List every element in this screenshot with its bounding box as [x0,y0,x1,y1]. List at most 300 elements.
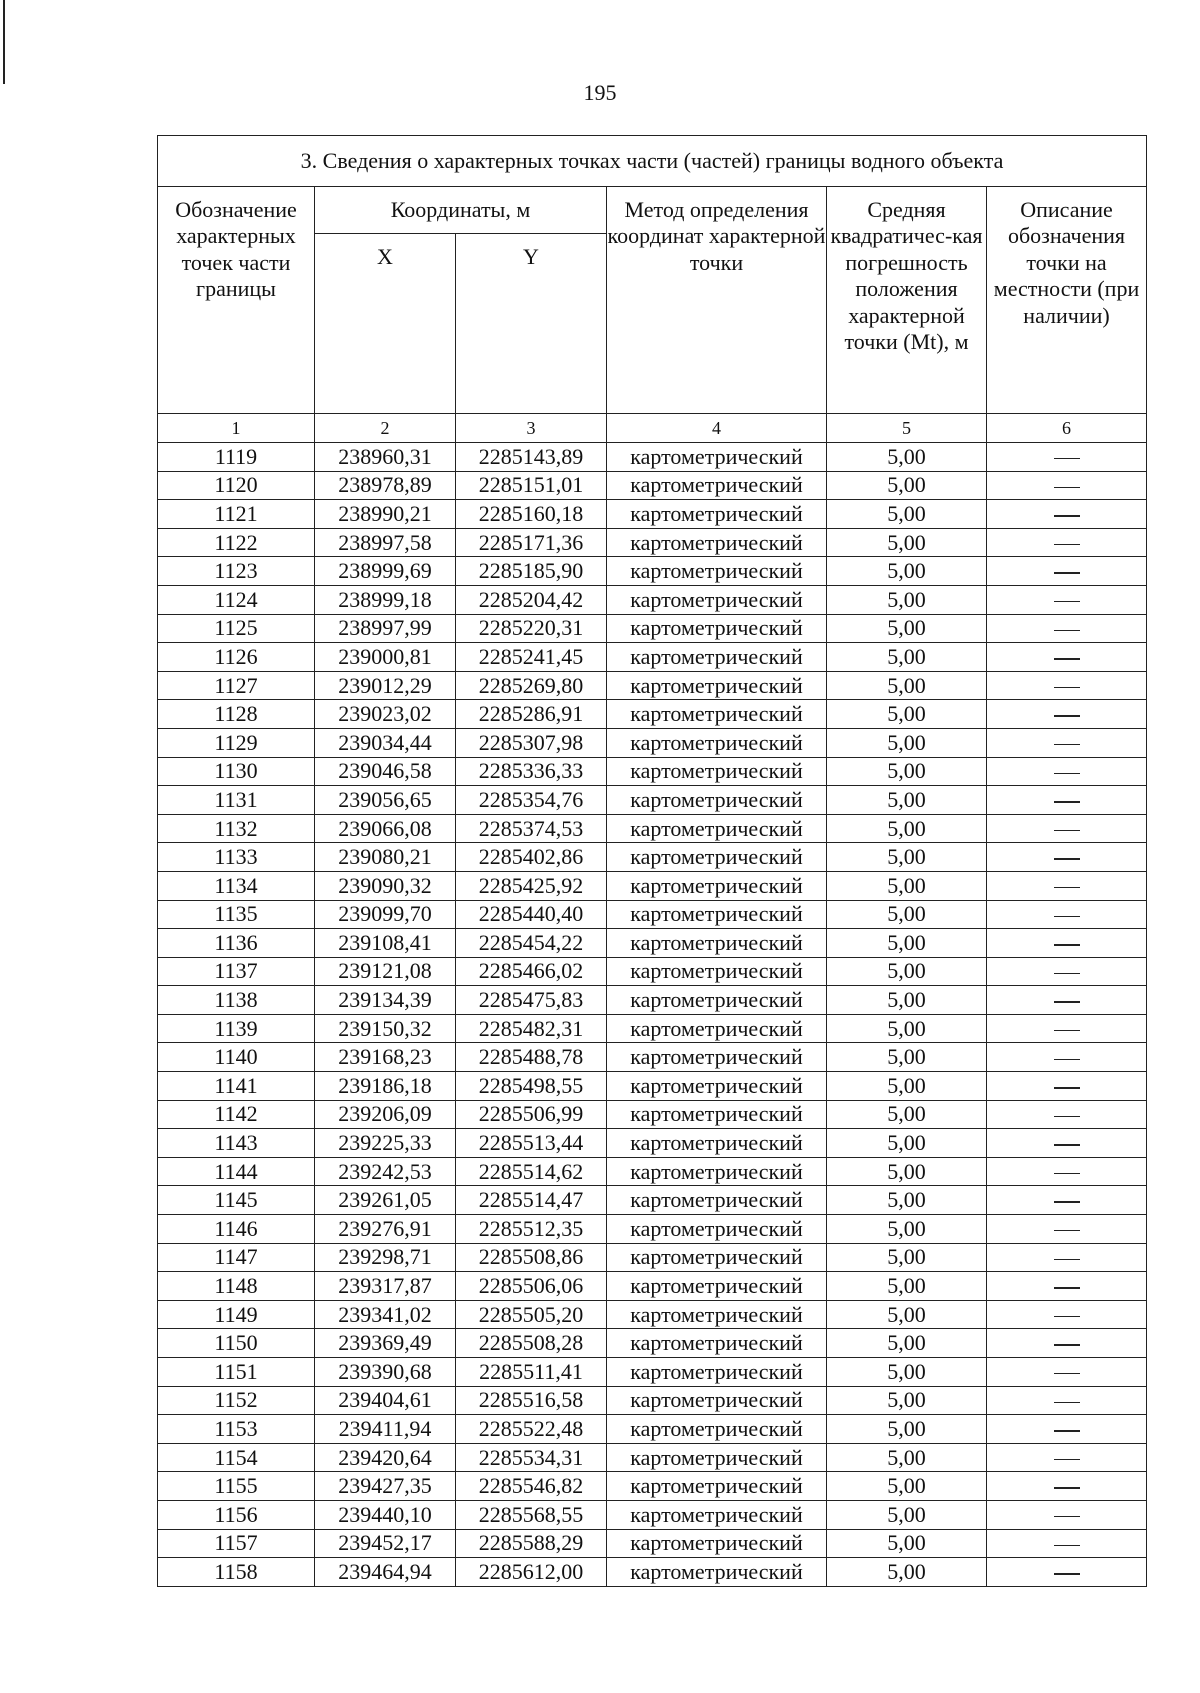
point-id-cell: 1124 [158,585,315,614]
y-coordinate-cell: 2285506,99 [456,1100,607,1129]
x-coordinate-cell: 239000,81 [315,643,456,672]
method-cell: картометрический [607,728,827,757]
y-coordinate-cell: 2285440,40 [456,900,607,929]
description-dash [1054,601,1080,602]
x-coordinate-cell: 239225,33 [315,1129,456,1158]
table-row [158,1014,1147,1043]
table-row [158,1300,1147,1329]
table-row [158,1472,1147,1501]
point-id-cell: 1154 [158,1443,315,1472]
description-dash [1054,1230,1080,1231]
y-coordinate-cell: 2285482,31 [456,1014,607,1043]
x-coordinate-cell: 239276,91 [315,1215,456,1244]
method-cell: картометрический [607,1500,827,1529]
table-row [158,786,1147,815]
method-cell: картометрический [607,700,827,729]
point-id-cell: 1128 [158,700,315,729]
column-number: 3 [456,414,607,443]
error-cell: 5,00 [827,528,987,557]
error-cell: 5,00 [827,471,987,500]
x-coordinate-cell: 239046,58 [315,757,456,786]
description-cell [987,585,1147,614]
point-id-cell: 1122 [158,528,315,557]
description-dash [1054,916,1080,917]
error-cell: 5,00 [827,786,987,815]
table-row [158,1529,1147,1558]
description-dash [1054,944,1080,945]
table-row [158,443,1147,472]
x-coordinate-cell: 239242,53 [315,1157,456,1186]
table-title: 3. Сведения о характерных точках части (частей) границы водного объекта [158,136,1147,187]
error-cell: 5,00 [827,700,987,729]
error-cell: 5,00 [827,1500,987,1529]
column-number: 5 [827,414,987,443]
error-cell: 5,00 [827,1358,987,1387]
header-coordinates: Координаты, м [315,187,607,234]
y-coordinate-cell: 2285185,90 [456,557,607,586]
method-cell: картометрический [607,1243,827,1272]
x-coordinate-cell: 239012,29 [315,671,456,700]
x-coordinate-cell: 239150,32 [315,1014,456,1043]
point-id-cell: 1125 [158,614,315,643]
y-coordinate-cell: 2285488,78 [456,1043,607,1072]
header-designation: Обозначение характерных точек части границы [158,187,315,414]
table-row [158,1358,1147,1387]
x-coordinate-cell: 239121,08 [315,957,456,986]
point-id-cell: 1133 [158,843,315,872]
column-number: 4 [607,414,827,443]
table-row [158,1100,1147,1129]
description-cell [987,1215,1147,1244]
table-row [158,1186,1147,1215]
description-dash [1054,973,1080,974]
x-coordinate-cell: 239023,02 [315,700,456,729]
x-coordinate-cell: 239390,68 [315,1358,456,1387]
y-coordinate-cell: 2285513,44 [456,1129,607,1158]
description-dash [1054,1059,1080,1060]
description-cell [987,1243,1147,1272]
error-cell: 5,00 [827,814,987,843]
x-coordinate-cell: 239420,64 [315,1443,456,1472]
x-coordinate-cell: 239206,09 [315,1100,456,1129]
description-cell [987,1358,1147,1387]
description-cell [987,471,1147,500]
method-cell: картометрический [607,1100,827,1129]
error-cell: 5,00 [827,1300,987,1329]
description-dash [1054,487,1080,488]
description-dash [1054,1402,1080,1403]
x-coordinate-cell: 239411,94 [315,1415,456,1444]
y-coordinate-cell: 2285506,06 [456,1272,607,1301]
point-id-cell: 1158 [158,1558,315,1587]
description-dash [1054,515,1080,516]
x-coordinate-cell: 238997,58 [315,528,456,557]
error-cell: 5,00 [827,1014,987,1043]
description-dash [1054,1087,1080,1088]
error-cell: 5,00 [827,871,987,900]
point-id-cell: 1149 [158,1300,315,1329]
header-error: Средняя квадратичес-кая погрешность положения характерной точки (Mt), м [827,187,987,414]
description-cell [987,528,1147,557]
method-cell: картометрический [607,843,827,872]
description-cell [987,1472,1147,1501]
description-cell [987,1043,1147,1072]
description-cell [987,1186,1147,1215]
error-cell: 5,00 [827,1386,987,1415]
y-coordinate-cell: 2285374,53 [456,814,607,843]
table-row [158,1272,1147,1301]
point-id-cell: 1152 [158,1386,315,1415]
table-row [158,1043,1147,1072]
y-coordinate-cell: 2285160,18 [456,500,607,529]
table-row [158,957,1147,986]
description-cell [987,671,1147,700]
method-cell: картометрический [607,957,827,986]
error-cell: 5,00 [827,757,987,786]
point-id-cell: 1148 [158,1272,315,1301]
method-cell: картометрический [607,557,827,586]
method-cell: картометрический [607,671,827,700]
table-row [158,1129,1147,1158]
point-id-cell: 1130 [158,757,315,786]
description-cell [987,557,1147,586]
error-cell: 5,00 [827,1215,987,1244]
description-cell [987,843,1147,872]
description-cell [987,1386,1147,1415]
description-cell [987,957,1147,986]
point-id-cell: 1136 [158,929,315,958]
point-id-cell: 1151 [158,1358,315,1387]
description-dash [1054,1373,1080,1374]
y-coordinate-cell: 2285511,41 [456,1358,607,1387]
y-coordinate-cell: 2285454,22 [456,929,607,958]
x-coordinate-cell: 239452,17 [315,1529,456,1558]
description-cell [987,1100,1147,1129]
y-coordinate-cell: 2285220,31 [456,614,607,643]
point-id-cell: 1120 [158,471,315,500]
point-id-cell: 1139 [158,1014,315,1043]
method-cell: картометрический [607,1358,827,1387]
error-cell: 5,00 [827,728,987,757]
x-coordinate-cell: 239298,71 [315,1243,456,1272]
y-coordinate-cell: 2285307,98 [456,728,607,757]
description-cell [987,986,1147,1015]
x-coordinate-cell: 239066,08 [315,814,456,843]
method-cell: картометрический [607,814,827,843]
x-coordinate-cell: 238990,21 [315,500,456,529]
column-number: 2 [315,414,456,443]
error-cell: 5,00 [827,614,987,643]
y-coordinate-cell: 2285425,92 [456,871,607,900]
error-cell: 5,00 [827,671,987,700]
table-row [158,900,1147,929]
method-cell: картометрический [607,1072,827,1101]
x-coordinate-cell: 239108,41 [315,929,456,958]
point-id-cell: 1140 [158,1043,315,1072]
table-row [158,1215,1147,1244]
description-dash [1054,1344,1080,1345]
error-cell: 5,00 [827,1329,987,1358]
method-cell: картометрический [607,1329,827,1358]
error-cell: 5,00 [827,1043,987,1072]
point-id-cell: 1141 [158,1072,315,1101]
error-cell: 5,00 [827,1443,987,1472]
y-coordinate-cell: 2285143,89 [456,443,607,472]
left-margin-rule [3,0,5,84]
point-id-cell: 1126 [158,643,315,672]
method-cell: картометрический [607,1272,827,1301]
y-coordinate-cell: 2285336,33 [456,757,607,786]
description-cell [987,500,1147,529]
error-cell: 5,00 [827,1558,987,1587]
point-id-cell: 1150 [158,1329,315,1358]
table-row [158,871,1147,900]
description-dash [1054,1259,1080,1260]
description-dash [1054,1573,1080,1574]
description-dash [1054,1201,1080,1202]
description-dash [1054,773,1080,774]
method-cell: картометрический [607,1415,827,1444]
x-coordinate-cell: 239427,35 [315,1472,456,1501]
y-coordinate-cell: 2285151,01 [456,471,607,500]
y-coordinate-cell: 2285514,62 [456,1157,607,1186]
x-coordinate-cell: 239261,05 [315,1186,456,1215]
description-cell [987,443,1147,472]
point-id-cell: 1132 [158,814,315,843]
x-coordinate-cell: 238978,89 [315,471,456,500]
error-cell: 5,00 [827,1415,987,1444]
y-coordinate-cell: 2285286,91 [456,700,607,729]
method-cell: картометрический [607,871,827,900]
description-dash [1054,830,1080,831]
y-coordinate-cell: 2285508,86 [456,1243,607,1272]
description-cell [987,1329,1147,1358]
method-cell: картометрический [607,986,827,1015]
x-coordinate-cell: 238999,18 [315,585,456,614]
description-dash [1054,1001,1080,1002]
point-id-cell: 1137 [158,957,315,986]
point-id-cell: 1155 [158,1472,315,1501]
x-coordinate-cell: 239056,65 [315,786,456,815]
table-row [158,1443,1147,1472]
description-cell [987,1415,1147,1444]
y-coordinate-cell: 2285241,45 [456,643,607,672]
x-coordinate-cell: 239080,21 [315,843,456,872]
x-coordinate-cell: 239464,94 [315,1558,456,1587]
description-dash [1054,1144,1080,1145]
table-row [158,643,1147,672]
description-dash [1054,1545,1080,1546]
description-dash [1054,1116,1080,1117]
description-cell [987,1157,1147,1186]
column-number: 1 [158,414,315,443]
description-cell [987,929,1147,958]
page-number: 195 [583,80,617,105]
table-row [158,528,1147,557]
header-y: Y [456,234,607,414]
method-cell: картометрический [607,900,827,929]
error-cell: 5,00 [827,1072,987,1101]
description-dash [1054,801,1080,802]
description-dash [1054,630,1080,631]
table-row [158,1157,1147,1186]
description-cell [987,1072,1147,1101]
method-cell: картометрический [607,786,827,815]
description-dash [1054,1287,1080,1288]
table-row [158,1243,1147,1272]
description-dash [1054,887,1080,888]
x-coordinate-cell: 238997,99 [315,614,456,643]
x-coordinate-cell: 239341,02 [315,1300,456,1329]
point-id-cell: 1129 [158,728,315,757]
table-row [158,471,1147,500]
description-dash [1054,1459,1080,1460]
error-cell: 5,00 [827,1472,987,1501]
x-coordinate-cell: 239404,61 [315,1386,456,1415]
method-cell: картометрический [607,643,827,672]
y-coordinate-cell: 2285568,55 [456,1500,607,1529]
y-coordinate-cell: 2285534,31 [456,1443,607,1472]
method-cell: картометрический [607,443,827,472]
method-cell: картометрический [607,757,827,786]
column-number: 6 [987,414,1147,443]
point-id-cell: 1131 [158,786,315,815]
x-coordinate-cell: 238960,31 [315,443,456,472]
table-row [158,728,1147,757]
description-cell [987,1529,1147,1558]
column-number-row [158,414,1147,443]
description-dash [1054,1030,1080,1031]
x-coordinate-cell: 238999,69 [315,557,456,586]
point-id-cell: 1134 [158,871,315,900]
error-cell: 5,00 [827,500,987,529]
description-dash [1054,744,1080,745]
y-coordinate-cell: 2285588,29 [456,1529,607,1558]
table-row [158,814,1147,843]
error-cell: 5,00 [827,1529,987,1558]
x-coordinate-cell: 239090,32 [315,871,456,900]
boundary-points-table [157,135,1147,1587]
x-coordinate-cell: 239168,23 [315,1043,456,1072]
table-row [158,757,1147,786]
point-id-cell: 1123 [158,557,315,586]
description-dash [1054,458,1080,459]
method-cell: картометрический [607,1443,827,1472]
description-dash [1054,858,1080,859]
description-cell [987,814,1147,843]
point-id-cell: 1156 [158,1500,315,1529]
description-cell [987,1443,1147,1472]
y-coordinate-cell: 2285354,76 [456,786,607,815]
method-cell: картометрический [607,1215,827,1244]
table-row [158,614,1147,643]
method-cell: картометрический [607,1472,827,1501]
point-id-cell: 1143 [158,1129,315,1158]
table-row [158,1500,1147,1529]
method-cell: картометрический [607,1043,827,1072]
header-method: Метод определения координат характерной точки [607,187,827,414]
method-cell: картометрический [607,585,827,614]
y-coordinate-cell: 2285269,80 [456,671,607,700]
description-cell [987,643,1147,672]
y-coordinate-cell: 2285512,35 [456,1215,607,1244]
method-cell: картометрический [607,1558,827,1587]
description-cell [987,1272,1147,1301]
method-cell: картометрический [607,1186,827,1215]
y-coordinate-cell: 2285204,42 [456,585,607,614]
error-cell: 5,00 [827,443,987,472]
y-coordinate-cell: 2285516,58 [456,1386,607,1415]
error-cell: 5,00 [827,900,987,929]
table-row [158,986,1147,1015]
description-cell [987,1129,1147,1158]
description-dash [1054,1430,1080,1431]
table-row [158,1415,1147,1444]
method-cell: картометрический [607,1300,827,1329]
method-cell: картометрический [607,1129,827,1158]
point-id-cell: 1144 [158,1157,315,1186]
description-dash [1054,658,1080,659]
error-cell: 5,00 [827,929,987,958]
table-body [158,443,1147,1587]
point-id-cell: 1138 [158,986,315,1015]
description-cell [987,614,1147,643]
description-cell [987,1500,1147,1529]
method-cell: картометрический [607,1386,827,1415]
table-row [158,1386,1147,1415]
y-coordinate-cell: 2285171,36 [456,528,607,557]
method-cell: картометрический [607,500,827,529]
description-cell [987,700,1147,729]
point-id-cell: 1119 [158,443,315,472]
error-cell: 5,00 [827,1272,987,1301]
table-row [158,557,1147,586]
table-row [158,929,1147,958]
description-dash [1054,715,1080,716]
table-row [158,500,1147,529]
table-row [158,843,1147,872]
description-dash [1054,572,1080,573]
error-cell: 5,00 [827,1100,987,1129]
error-cell: 5,00 [827,957,987,986]
point-id-cell: 1146 [158,1215,315,1244]
method-cell: картометрический [607,1529,827,1558]
y-coordinate-cell: 2285402,86 [456,843,607,872]
error-cell: 5,00 [827,1157,987,1186]
description-dash [1054,544,1080,545]
error-cell: 5,00 [827,843,987,872]
description-cell [987,728,1147,757]
method-cell: картометрический [607,614,827,643]
header-x: X [315,234,456,414]
x-coordinate-cell: 239317,87 [315,1272,456,1301]
x-coordinate-cell: 239440,10 [315,1500,456,1529]
point-id-cell: 1121 [158,500,315,529]
description-cell [987,757,1147,786]
method-cell: картометрический [607,929,827,958]
description-cell [987,871,1147,900]
method-cell: картометрический [607,1157,827,1186]
description-cell [987,1558,1147,1587]
error-cell: 5,00 [827,585,987,614]
y-coordinate-cell: 2285505,20 [456,1300,607,1329]
y-coordinate-cell: 2285522,48 [456,1415,607,1444]
method-cell: картометрический [607,1014,827,1043]
x-coordinate-cell: 239186,18 [315,1072,456,1101]
error-cell: 5,00 [827,1243,987,1272]
table-row [158,1329,1147,1358]
description-cell [987,1300,1147,1329]
